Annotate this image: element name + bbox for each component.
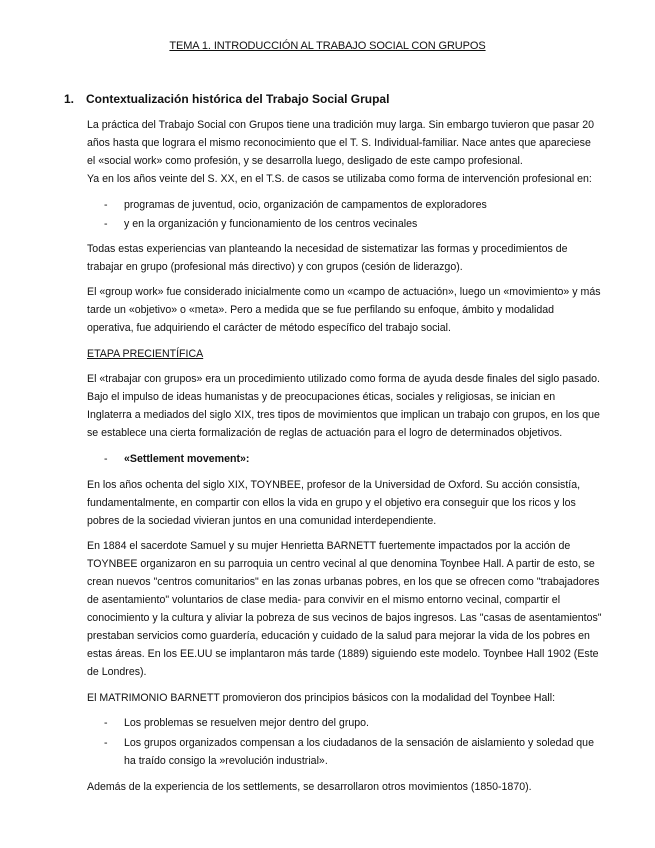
bullet-dash: - — [104, 737, 108, 749]
paragraph-5: El «trabajar con grupos» era un procedimiento utilizado como forma de ayuda desde finales del siglo pasado. Bajo el impulso de ideas humanistas y de preocupaciones éticas, sociales y religiosas, se inician en Inglaterra a mediados del siglo XIX, tres tipos de movimientos que implican un trabajo con grupos, en los que se establece una cierta formalización de reglas de actuación para el logro de determinados objetivos. — [87, 373, 600, 439]
settlement-label: «Settlement movement»: — [124, 453, 250, 465]
paragraph-4: El «group work» fue considerado inicialmente como un «campo de actuación», luego un «movimiento» y más tarde un «objetivo» o «meta». Pero a medida que se fue perfilando su enfoque, ámbito y modalidad operativa, fue adquiriendo el carácter de método específico del trabajo social. — [87, 286, 601, 334]
section-heading-text: Contextualización histórica del Trabajo Social Grupal — [86, 92, 390, 106]
paragraph-9: Además de la experiencia de los settlements, se desarrollaron otros movimientos (1850-1870). — [87, 781, 532, 793]
bullet-dash: - — [104, 717, 108, 729]
list-item-text: Los grupos organizados compensan a los ciudadanos de la sensación de aislamiento y soledad que ha traído consigo la »revolución industrial». — [124, 737, 594, 767]
paragraph-7: En 1884 el sacerdote Samuel y su mujer Henrietta BARNETT fuertemente impactados por la acción de TOYNBEE organizaron en su parroquia un centro vecinal al que denomina Toynbee Hall. A partir de esto, se crean nuevos "centros comunitarios" en las zonas urbanas pobres, en los que se ofrecen como "trabajadores de asentamiento" voluntarios de clase media- para convivir en el mismo entorno vecinal, compartir el conocimiento y la cultura y aliviar la pobreza de sus vecinos de bajos ingresos. Las "casas de asentamientos" prestaban servicios como guardería, educación y cuidado de la salud para mejorar la vida de los pobres en estas áreas. En los EE.UU se implantaron más tarde (1889) siguiendo este modelo. Toynbee Hall 1902 (Este de Londres). — [87, 540, 602, 678]
document-title: TEMA 1. INTRODUCCIÓN AL TRABAJO SOCIAL CON GRUPOS — [169, 40, 486, 52]
paragraph-3: Todas estas experiencias van planteando la necesidad de sistematizar las formas y procedimientos de trabajar en grupo (profesional más directivo) y con grupos (cesión de liderazgo). — [87, 243, 568, 273]
bullet-dash: - — [104, 453, 108, 465]
bullet-dash: - — [104, 199, 108, 211]
paragraph-6: En los años ochenta del siglo XIX, TOYNBEE, profesor de la Universidad de Oxford. Su acción consistía, fundamentalmente, en compartir con ellos la vida en grupo y el objetivo era conseguir que los ricos y los pobres de la sociedad vivieran juntos en una comunidad interdependiente. — [87, 479, 581, 527]
bullet-dash: - — [104, 218, 108, 230]
list-item-text: y en la organización y funcionamiento de los centros vecinales — [124, 218, 418, 230]
section-heading — [64, 90, 389, 108]
section-number: 1. — [64, 92, 75, 106]
paragraph-2: Ya en los años veinte del S. XX, en el T.S. de casos se utilizaba como forma de intervención profesional en: — [87, 173, 592, 185]
list-item-text: programas de juventud, ocio, organización de campamentos de exploradores — [124, 199, 487, 211]
paragraph-1: La práctica del Trabajo Social con Grupos tiene una tradición muy larga. Sin embargo tuvieron que pasar 20 años hasta que lograra el mismo reconocimiento que el T. S. Individual-familiar. Nace antes que apareciese el «social work» como profesión, y se desarrolla luego, desligado de este campo profesional. — [87, 119, 595, 167]
list-item-text: Los problemas se resuelven mejor dentro del grupo. — [124, 717, 369, 729]
paragraph-8: El MATRIMONIO BARNETT promovieron dos principios básicos con la modalidad del Toynbee Hall: — [87, 692, 556, 704]
subsection-heading: ETAPA PRECIENTÍFICA — [87, 348, 204, 360]
